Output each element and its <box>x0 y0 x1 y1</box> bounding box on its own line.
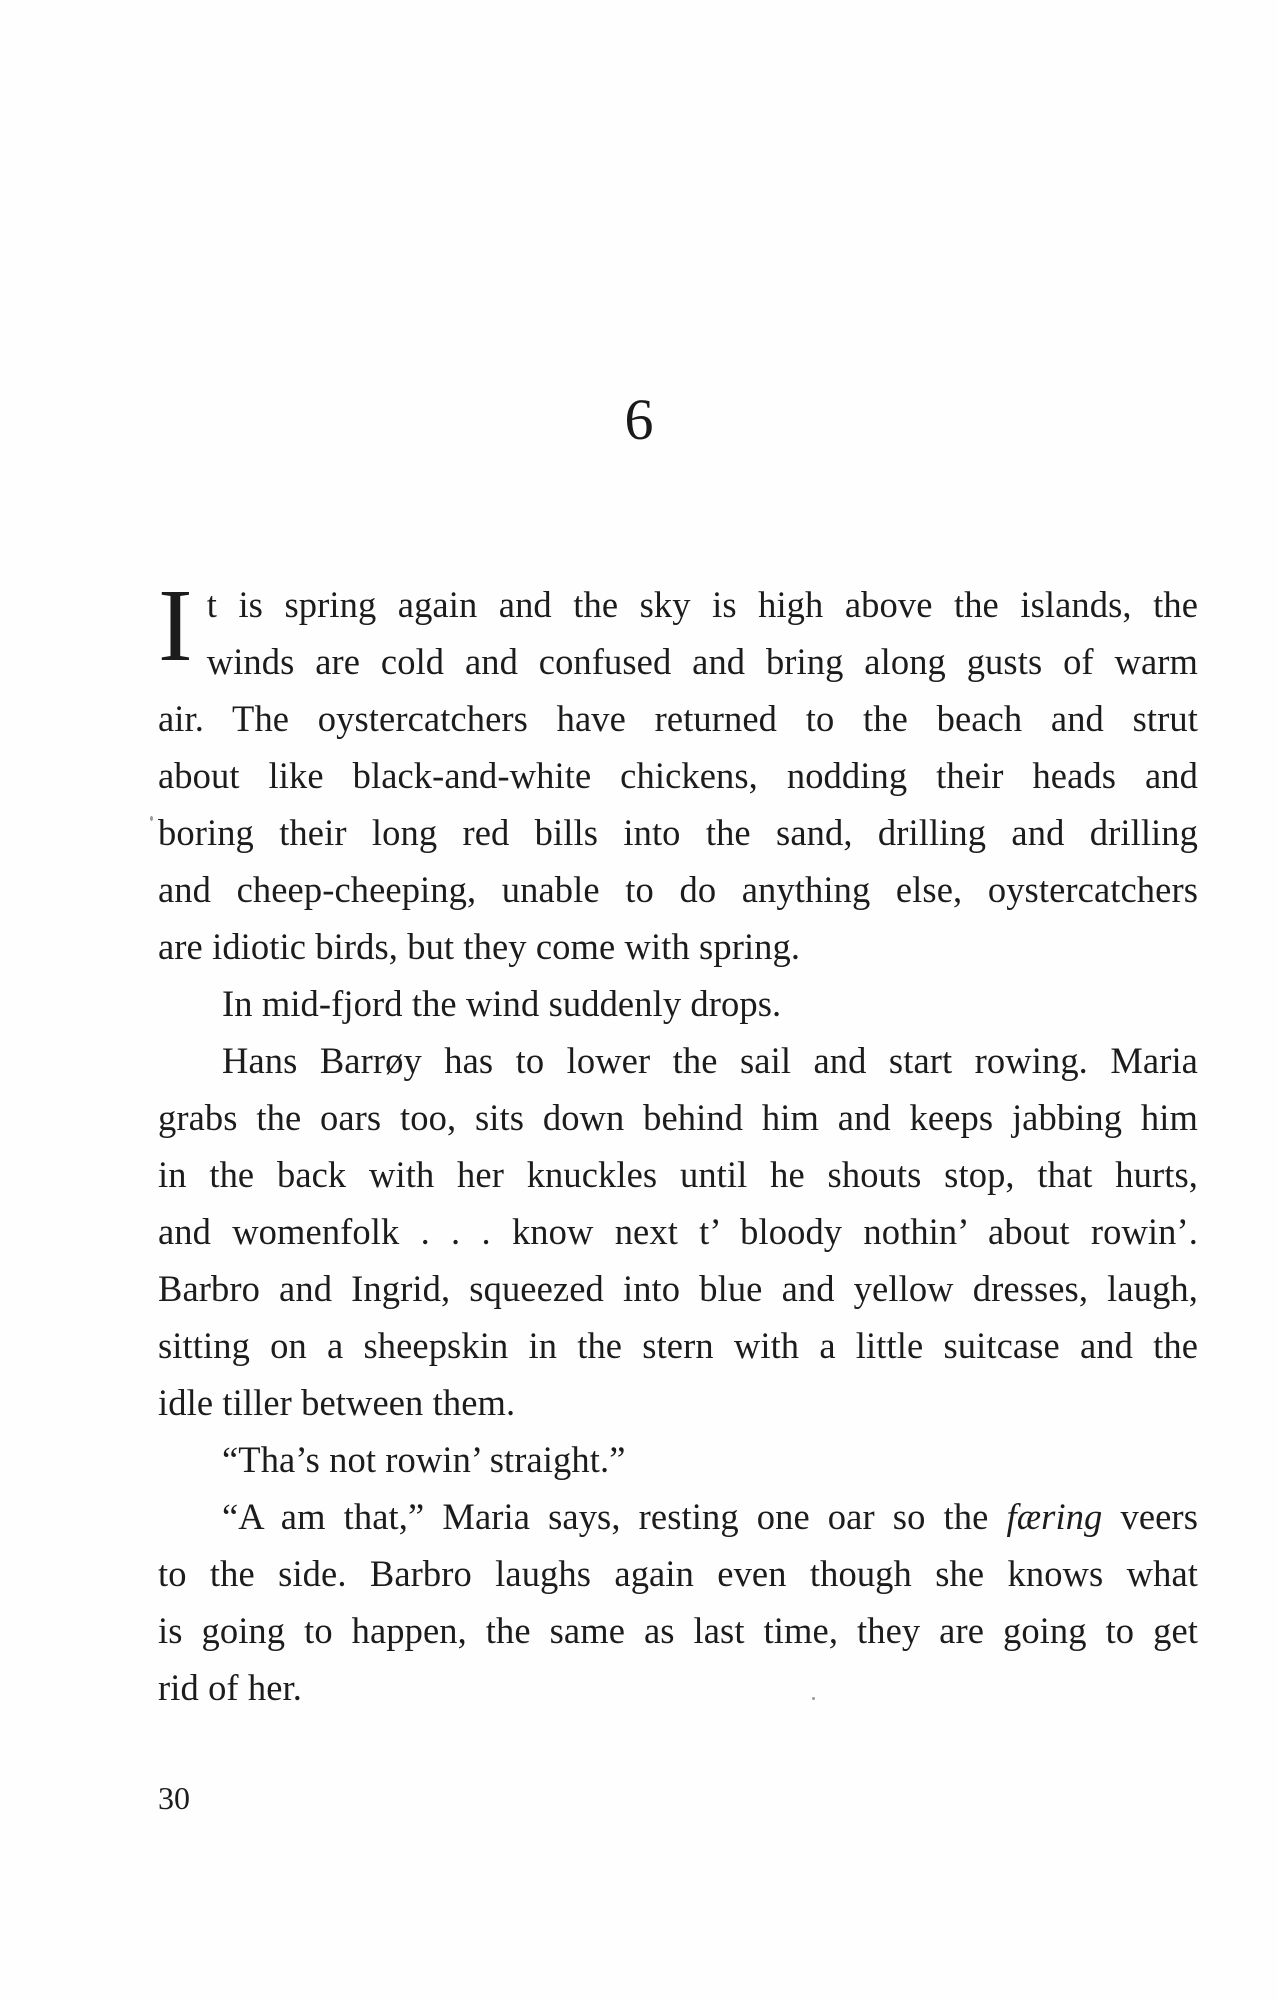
paragraph-3 <box>158 1032 1198 1431</box>
text-line <box>158 1488 1198 1545</box>
body-text <box>158 568 1198 1716</box>
text-run: “A am that,” Maria says, resting one oar so the <box>222 1496 989 1537</box>
chapter-number: 6 <box>624 387 654 452</box>
text-line: In mid-fjord the wind suddenly drops. <box>222 983 782 1024</box>
page-number: 30 <box>158 1780 190 1816</box>
text-line: “Tha’s not rowin’ straight.” <box>222 1439 626 1480</box>
drop-cap: I <box>158 568 193 683</box>
paragraph-5 <box>158 1488 1198 1716</box>
text-line: Barbro and Ingrid, squeezed into blue and yellow dresses, laugh, <box>158 1268 1198 1309</box>
text-line: about like black-and-white chickens, nodding their heads and <box>158 755 1198 796</box>
text-run: veers <box>1120 1496 1198 1537</box>
text-line: in the back with her knuckles until he shouts stop, that hurts, <box>158 1154 1198 1195</box>
text-line: grabs the oars too, sits down behind him and keeps jabbing him <box>158 1097 1198 1138</box>
paragraph-2 <box>158 975 1198 1032</box>
paragraph-1 <box>158 568 1198 975</box>
italic-word: færing <box>1006 1496 1103 1537</box>
text-line: boring their long red bills into the sand, drilling and drilling <box>158 812 1198 853</box>
scan-speck <box>812 1697 815 1700</box>
scan-speck <box>150 816 153 821</box>
text-line: and womenfolk . . . know next t’ bloody nothin’ about rowin’. <box>158 1211 1198 1252</box>
text-line: idle tiller between them. <box>158 1382 516 1423</box>
text-line: are idiotic birds, but they come with spring. <box>158 926 801 967</box>
text-line: rid of her. <box>158 1667 303 1708</box>
text-line: winds are cold and confused and bring along gusts of warm <box>206 641 1198 682</box>
text-line: Hans Barrøy has to lower the sail and start rowing. Maria <box>222 1040 1198 1081</box>
text-line: sitting on a sheepskin in the stern with a little suitcase and the <box>158 1325 1198 1366</box>
text-line: and cheep-cheeping, unable to do anything else, oystercatchers <box>158 869 1198 910</box>
text-line: t is spring again and the sky is high above the islands, the <box>206 584 1198 625</box>
paragraph-4 <box>158 1431 1198 1488</box>
text-line: is going to happen, the same as last time, they are going to get <box>158 1610 1198 1651</box>
text-line: to the side. Barbro laughs again even though she knows what <box>158 1553 1198 1594</box>
text-line: air. The oystercatchers have returned to the beach and strut <box>158 698 1198 739</box>
